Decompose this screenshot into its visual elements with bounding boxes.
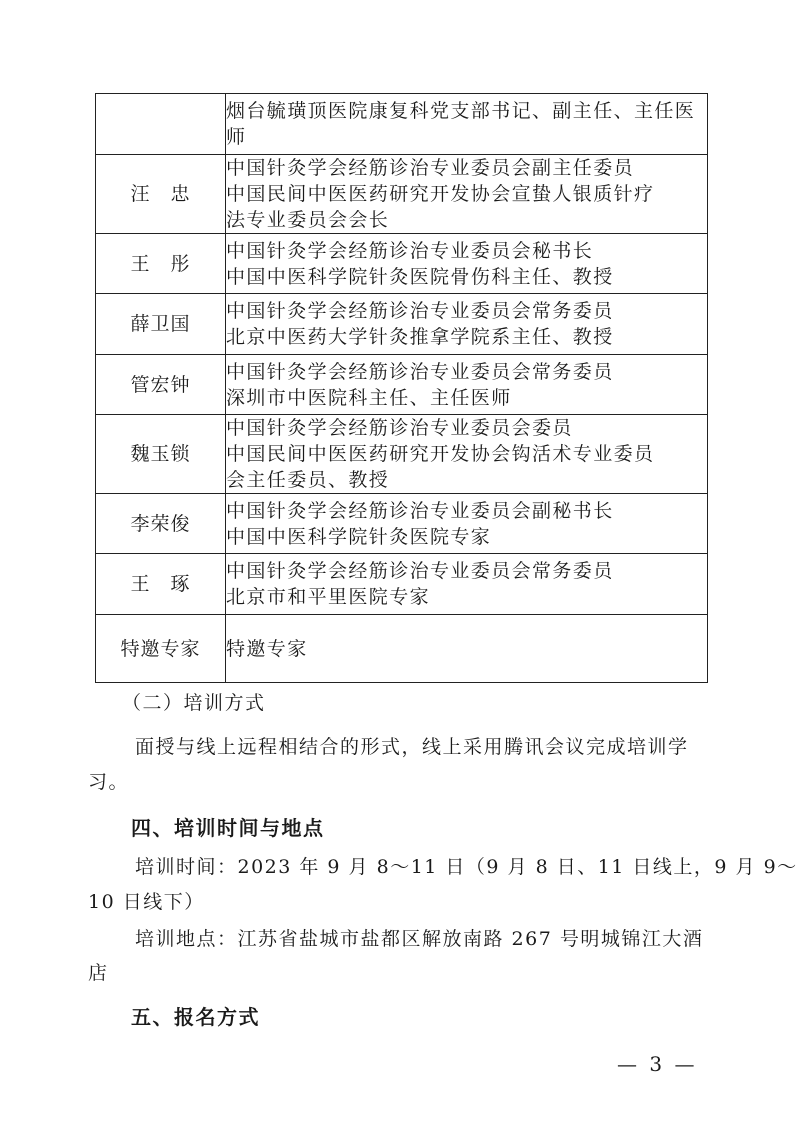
description-line: 中国针灸学会经筋诊治专业委员会委员 [226,417,573,439]
training-time-line2: 10 日线下） [88,891,205,913]
description-line: 深圳市中医院科主任、主任医师 [226,386,512,409]
description-line: 师 [226,126,247,148]
training-place-line1: 培训地点：江苏省盐城市盐都区解放南路 267 号明城锦江大酒 [135,928,704,950]
table-row [96,294,708,355]
expert-name: 汪 忠 [96,155,226,234]
description-line: 北京市和平里医院专家 [226,586,431,608]
description-line: 中国民间中医医药研究开发协会钩活术专业委员 [226,443,655,465]
expert-name: 管宏钟 [96,355,226,415]
training-method-text-line2: 习。 [88,771,130,793]
expert-description [226,494,708,554]
expert-description [226,94,708,155]
table-row [96,415,708,494]
expert-name: 王 彤 [96,234,226,294]
description-line: 中国针灸学会经筋诊治专业委员会常务委员 [226,560,614,582]
training-time-line1: 培训时间：2023 年 9 月 8～11 日（9 月 8 日、11 日线上，9 月 9～ [135,856,798,878]
expert-name: 李荣俊 [96,494,226,554]
expert-description [226,234,708,294]
table-row [96,615,708,683]
expert-description [226,554,708,615]
expert-name: 魏玉锁 [96,415,226,494]
table-row [96,554,708,615]
table-row [96,234,708,294]
description-line: 会主任委员、教授 [226,469,390,491]
description-line: 北京中医药大学针灸推拿学院系主任、教授 [226,326,614,348]
description-line: 中国针灸学会经筋诊治专业委员会秘书长 [226,239,594,262]
description-line: 中国中医科学院针灸医院专家 [226,525,492,548]
expert-name [96,94,226,155]
expert-name: 薛卫国 [96,294,226,355]
description-line: 法专业委员会会长 [226,209,390,231]
description-line: 烟台毓璜顶医院康复科党支部书记、副主任、主任医 [226,100,696,122]
expert-table [95,93,708,683]
description-line: 中国针灸学会经筋诊治专业委员会副主任委员 [226,157,635,179]
expert-description [226,155,708,234]
training-method-text-line1: 面授与线上远程相结合的形式，线上采用腾讯会议完成培训学 [135,736,689,758]
expert-description [226,615,708,683]
section-heading-training-time-place: 四、培训时间与地点 [131,816,325,840]
table-row [96,94,708,155]
expert-description [226,294,708,355]
page-number: — 3 — [617,1052,698,1076]
expert-description [226,415,708,494]
table-row [96,494,708,554]
expert-description [226,355,708,415]
table-row [96,355,708,415]
description-line: 特邀专家 [226,637,308,660]
training-method-subheading: （二）培训方式 [122,692,266,714]
description-line: 中国中医科学院针灸医院骨伤科主任、教授 [226,265,614,288]
training-place-line2: 店 [88,962,109,984]
expert-name: 王 琢 [96,554,226,615]
description-line: 中国针灸学会经筋诊治专业委员会常务委员 [226,300,614,322]
expert-name: 特邀专家 [96,615,226,683]
table-row [96,155,708,234]
description-line: 中国民间中医医药研究开发协会宣蛰人银质针疗 [226,183,655,205]
description-line: 中国针灸学会经筋诊治专业委员会副秘书长 [226,499,614,522]
section-heading-registration: 五、报名方式 [131,1005,260,1029]
description-line: 中国针灸学会经筋诊治专业委员会常务委员 [226,360,614,383]
